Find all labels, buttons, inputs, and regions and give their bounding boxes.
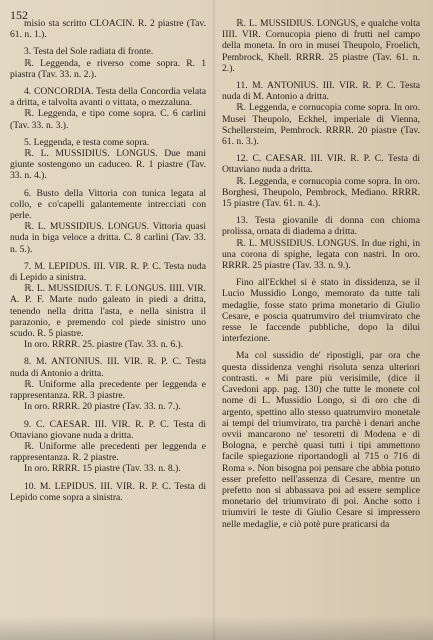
entry-paragraph: Fino all'Eckhel si è stato in dissidenza, se il Lucio Mussidio Longo, memorato da tutte tali medaglie, fosse stato prima monetario di Giulio Cesare, e poscia quatrumviro del triumvirato che resse le faccende pubbliche, dopo la dilui interfezione. xyxy=(222,277,420,345)
entry-paragraph: 13. Testa giovanile di donna con chioma prolissa, ornata di diadema a dritta. xyxy=(222,215,420,238)
catalogue-entry xyxy=(10,86,206,131)
page-shadow xyxy=(0,616,433,640)
entry-paragraph: ℝ. L. MUSSIDIUS. LONGUS. Vittoria quasi nuda in biga veloce a dritta. C. 8 carlini (Tav. 33. n. 5.). xyxy=(10,221,206,255)
entry-paragraph: ℝ. L. MUSSIDIUS. LONGUS, e qualche volta IIII. VIR. Cornucopia pieno di frutti nel campo della moneta. In oro in musei Theupolo, Froelich, Pembrock, Khell. RRRR. 25 piastre (Tav. 61. n. 2.). xyxy=(222,18,420,74)
right-column xyxy=(222,18,420,636)
catalogue-entry xyxy=(222,277,420,344)
catalogue-entry xyxy=(10,261,206,351)
entry-paragraph: ℝ. L. MUSSIDIUS. LONGUS. Due mani giunte sostengono un caduceo. R. 1 piastre (Tav. 33. n. 4.). xyxy=(10,148,206,182)
catalogue-entry xyxy=(10,356,206,412)
entry-paragraph: 8. M. ANTONIUS. III. VIR. R. P. C. Testa nuda di Antonio a dritta. xyxy=(10,356,206,379)
entry-paragraph: ℝ. Uniforme alla precedente per leggenda e rappresentanza. RR. 3 piastre. xyxy=(10,378,206,402)
catalogue-entry xyxy=(10,46,206,80)
entry-paragraph: In oro. RRRR. 15 piastre (Tav. 33. n. 8.). xyxy=(24,463,181,475)
entry-paragraph: In oro. RRRR. 25. piastre (Tav. 33. n. 6.). xyxy=(24,339,184,351)
catalogue-entry xyxy=(222,18,420,74)
entry-paragraph: ℝ. L. MUSSIDIUS. LONGUS. In due righi, in una corona di spighe, legata con nastri. In oro. RRRR. 25 piastre (Tav. 33. n. 9.). xyxy=(222,237,420,272)
column-gutter xyxy=(212,0,216,640)
entry-paragraph: ℝ. Leggenda, e riverso come sopra. R. 1 piastra (Tav. 33. n. 2.). xyxy=(10,57,206,80)
entry-paragraph: 4. CONCORDIA. Testa della Concordia velata a dritta, e talvolta avanti o vittata, o mezzaluna. xyxy=(10,86,206,109)
entry-paragraph: ℝ. Uniforme alle precedenti per leggenda e rappresentanza. R. 2 piastre. xyxy=(10,440,206,464)
catalogue-entry xyxy=(10,18,206,40)
catalogue-entry xyxy=(10,419,206,475)
page-number: 152 xyxy=(10,8,28,22)
catalogue-entry xyxy=(222,215,420,271)
entry-paragraph: 5. Leggenda, e testa come sopra. xyxy=(24,136,150,148)
entry-paragraph: ℝ. Leggenda, e tipo come sopra. C. 6 carlini (Tav. 33. n. 3.). xyxy=(10,108,206,131)
entry-paragraph: misio sta scritto CLOACIN. R. 2 piastre (Tav. 61. n. 1.). xyxy=(10,18,206,41)
entry-paragraph: ℝ. Leggenda, e cornucopia come sopra. In oro. Musei Theupolo, Eckhel, imperiale di Vienna, Schellersteim, Pembrock. RRRR. 20 piastre (Tav. 61. n. 3.). xyxy=(222,102,420,148)
entry-paragraph: 7. M. LEPIDUS. III. VIR. R. P. C. Testa nuda di Lepido a sinistra. xyxy=(10,260,206,284)
catalogue-entry xyxy=(222,350,420,529)
left-column xyxy=(10,18,206,636)
catalogue-entry xyxy=(222,153,420,209)
entry-paragraph: In oro. RRRR. 20 piastre (Tav. 33. n. 7.). xyxy=(24,401,181,413)
entry-paragraph: ℝ. L. MUSSIDIUS. T. F. LONGUS. IIII. VIR. A. P. F. Marte nudo galeato in piedi a dritta, tenendo nella dritta l'asta, e nella sinistra il parazonio, e premendo col piede sinistro uno scudo. R. 5 piastre. xyxy=(10,283,206,340)
catalogue-entry xyxy=(10,481,206,503)
catalogue-entry xyxy=(10,137,206,182)
entry-paragraph: 6. Busto della Vittoria con tunica legata al collo, e co'capelli galantemente intrecciati con perle. xyxy=(10,187,206,222)
entry-paragraph: ℝ. Leggenda, e cornucopia come sopra. In oro. Borghesi, Theupolo, Pembrock, Mediano. RRRR. 15 piastre (Tav. 61. n. 4.). xyxy=(222,175,420,210)
entry-paragraph: 12. C. CAESAR. III. VIR. R. P. C. Testa di Ottaviano nuda a dritta. xyxy=(222,153,420,176)
entry-paragraph: 11. M. ANTONIUS. III. VIR. R. P. C. Testa nuda di M. Antonio a dritta. xyxy=(222,80,420,103)
entry-paragraph: 9. C. CAESAR. III. VIR. R. P. C. Testa di Ottaviano giovane nuda a dritta. xyxy=(10,418,206,441)
entry-paragraph: 3. Testa del Sole radiata di fronte. xyxy=(24,46,154,58)
entry-paragraph: Ma col sussidio de' ripostigli, par ora che questa dissidenza venghi risoluta senza ulteriori contrasti. « Mi pare più verisimile, (dice il Cavedoni app. pag. 130) che tutte le monete col nome di L. Mussidio Longo, sì di oro che di argento, spettino allo stesso quatrumviro monetale ai tempi del triumvirato, tra parchè i denari anche ovvii mancarono ne' tesoretti di Modena e di Bologna, e perchè quasi tutti i tipi ammettono facile spiegazione riportandogli al 715 o 716 di Roma ». Non bisogna poi pensare che abbia potuto esser prefetto nell'assenza di Cesare, mentre un prefetto non si abbassava poi ad essere semplice monetario del triumvirato di poi. Anche sotto i triumviri le teste di Giulio Cesare si impressero nelle medaglie, e ciò potè pure praticarsi da xyxy=(222,350,420,530)
entry-paragraph: 10. M. LEPIDUS. III. VIR. R. P. C. Testa di Lepido come sopra a sinistra. xyxy=(10,480,206,503)
catalogue-entry xyxy=(10,188,206,255)
catalogue-entry xyxy=(222,80,420,147)
